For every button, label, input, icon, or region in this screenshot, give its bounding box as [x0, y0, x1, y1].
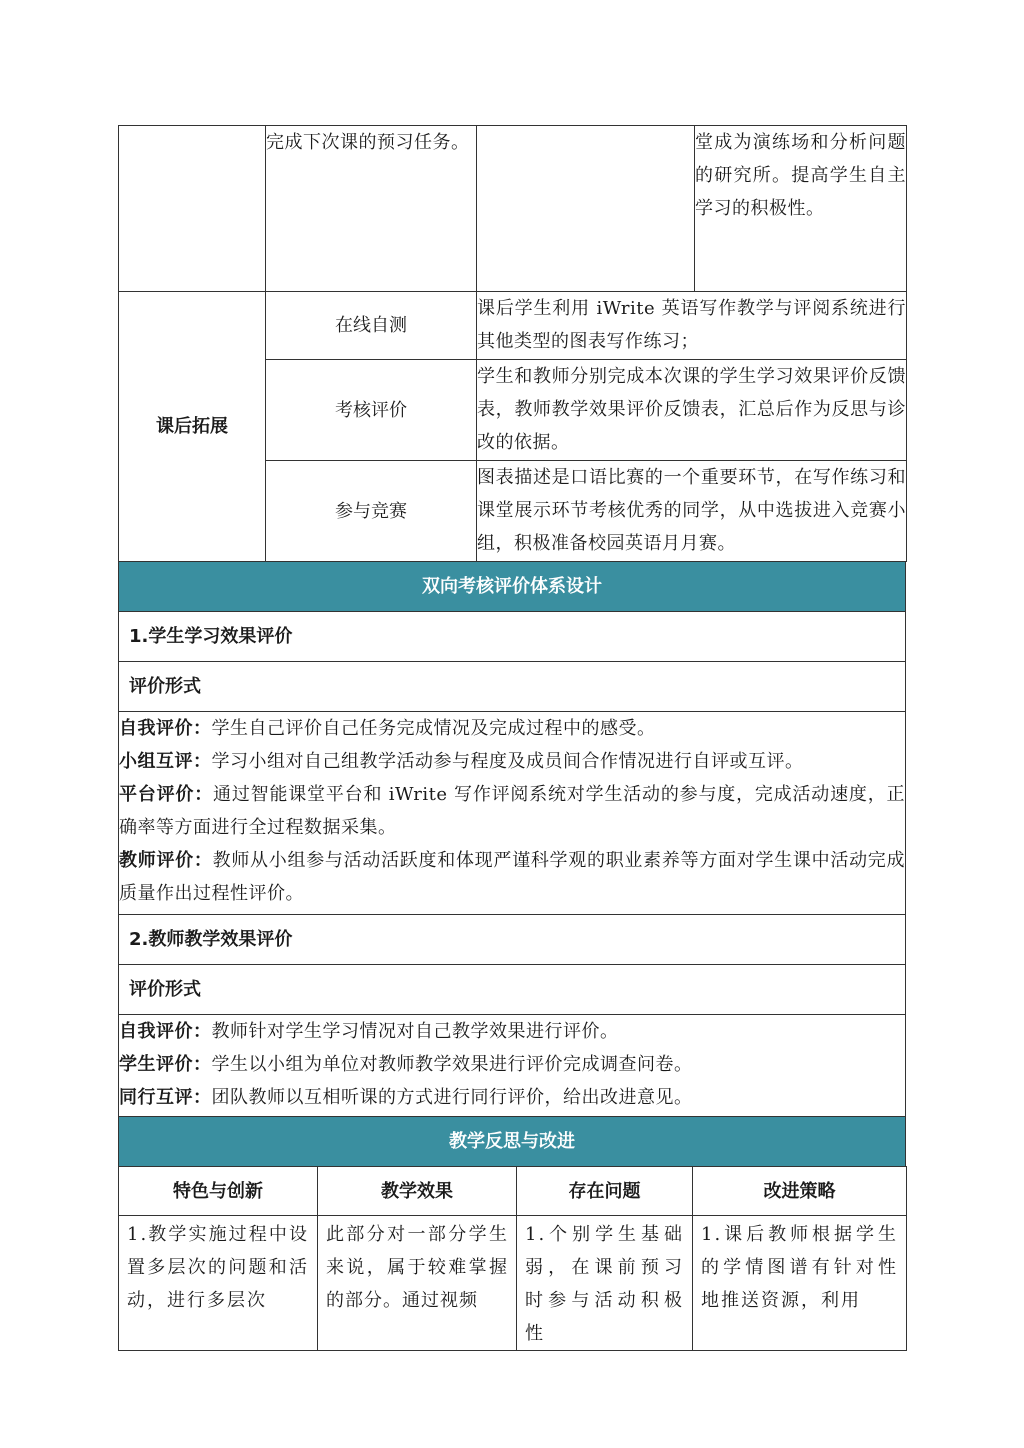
teacher-eval-list [119, 1015, 906, 1117]
column-header: 改进策略 [693, 1167, 907, 1216]
eval-key: 小组互评： [119, 751, 212, 772]
eval-key: 教师评价： [119, 850, 213, 871]
eval-text: 学生以小组为单位对教师教学效果进行评价完成调查问卷。 [211, 1054, 693, 1075]
goal-cell: 堂成为演练场和分析问题的研究所。提高学生自主学习的积极性。 [695, 126, 907, 292]
eval-system-title: 双向考核评价体系设计 [119, 562, 906, 612]
eval-text: 学习小组对自己组教学活动参与程度及成员间合作情况进行自评或互评。 [211, 751, 804, 772]
eval-text: 通过智能课堂平台和 iWrite 写作评阅系统对学生活动的参与度，完成活动速度，正确率等方面进行全过程数据采集。 [119, 784, 906, 838]
continuation-row [119, 126, 907, 292]
eval-text: 教师从小组参与活动活跃度和体现严谨科学观的职业素养等方面对学生课中活动完成质量作出过程性评价。 [119, 850, 906, 904]
lesson-plan-table [118, 125, 907, 562]
activity-desc: 课后学生利用 iWrite 英语写作教学与评阅系统进行其他类型的图表写作练习； [477, 292, 907, 360]
eval-item [119, 778, 905, 844]
activity-desc: 学生和教师分别完成本次课的学生学习效果评价反馈表，教师教学效果评价反馈表，汇总后作为反思与诊改的依据。 [477, 360, 907, 461]
eval-text: 团队教师以互相听课的方式进行同行评价，给出改进意见。 [211, 1087, 693, 1108]
reflection-title: 教学反思与改进 [119, 1117, 906, 1167]
teacher-eval-form-label: 评价形式 [119, 965, 906, 1015]
teacher-eval-heading: 2.教师教学效果评价 [119, 915, 906, 965]
column-header: 存在问题 [517, 1167, 693, 1216]
eval-key: 平台评价： [119, 784, 214, 805]
after-class-row-1 [119, 292, 907, 360]
reflection-cell: 此部分对一部分学生来说，属于较难掌握的部分。通过视频 [318, 1216, 517, 1351]
eval-item [119, 1048, 905, 1081]
eval-item [119, 712, 905, 745]
student-eval-form-label: 评价形式 [119, 662, 906, 712]
reflection-cell: 1.教学实施过程中设置多层次的问题和活动，进行多层次 [119, 1216, 318, 1351]
eval-text: 教师针对学生学习情况对自己教学效果进行评价。 [211, 1021, 619, 1042]
column-header: 特色与创新 [119, 1167, 318, 1216]
activity-name: 考核评价 [266, 360, 477, 461]
eval-key: 学生评价： [119, 1054, 212, 1075]
activity-name: 参与竞赛 [266, 461, 477, 562]
eval-key: 同行互评： [119, 1087, 212, 1108]
reflection-table [118, 1166, 907, 1351]
preview-task-cell: 完成下次课的预习任务。 [266, 126, 477, 292]
column-header: 教学效果 [318, 1167, 517, 1216]
eval-item [119, 1015, 905, 1048]
student-eval-heading: 1.学生学习效果评价 [119, 612, 906, 662]
eval-key: 自我评价： [119, 718, 212, 739]
eval-item [119, 745, 905, 778]
eval-item [119, 1081, 905, 1114]
eval-key: 自我评价： [119, 1021, 212, 1042]
eval-text: 学生自己评价自己任务完成情况及完成过程中的感受。 [211, 718, 656, 739]
empty-cell [119, 126, 266, 292]
reflection-cell: 1.课后教师根据学生的学情图谱有针对性地推送资源，利用 [693, 1216, 907, 1351]
document-page [118, 125, 906, 1351]
student-eval-list [119, 712, 906, 915]
empty-cell [477, 126, 695, 292]
eval-item [119, 844, 905, 910]
activity-desc: 图表描述是口语比赛的一个重要环节，在写作练习和课堂展示环节考核优秀的同学，从中选拔进入竞赛小组，积极准备校园英语月月赛。 [477, 461, 907, 562]
reflection-cell: 1.个别学生基础弱，在课前预习时参与活动积极性 [517, 1216, 693, 1351]
evaluation-table [118, 561, 906, 1167]
after-class-label: 课后拓展 [119, 292, 266, 562]
activity-name: 在线自测 [266, 292, 477, 360]
